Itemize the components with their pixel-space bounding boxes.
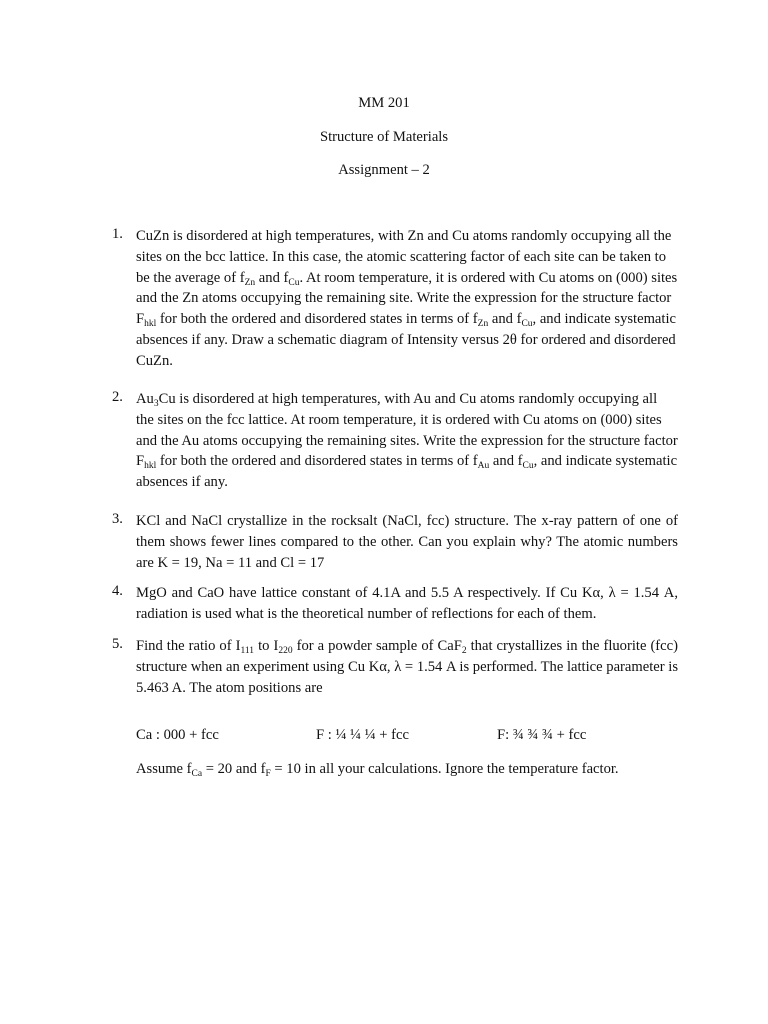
question-text: CuZn is disordered at high temperatures, with Zn and Cu atoms randomly occupying all the sites on the bcc lattice. In this case, the atomic scattering factor of each site can be taken to be the average of $f_{Zn}$ and $f_{Cu}$. At room temperature, it is ordered with Cu atoms on (000) sites and the Zn atoms occupying the remaining site. Write the expression for the structure factor $F_{hkl}$ for both the ordered and disordered states in terms of $f_{Zn}$ and $f_{Cu}$, and indicate systematic absences if any. Draw a schematic diagram of Intensity versus 2θ for ordered and disordered CuZn.: [136, 228, 678, 369]
f-position-1: F : ¼ ¼ ¼ + fcc: [316, 727, 409, 743]
question-text: $Au_3Cu$ is disordered at high temperatures, with Au and Cu atoms randomly occupying all the sites on the fcc lattice. At room temperature, it is ordered with Cu atoms on (000) sites and the Au atoms occupying the remaining sites. Write the expression for the structure factor $F_{hkl}$ for both the ordered and disordered states in terms of $f_{Au}$ and $f_{Cu}$, and indicate systematic absences if any.: [136, 391, 678, 491]
question-number: 3.: [112, 511, 123, 527]
course-title: Structure of Materials: [319, 129, 449, 145]
f-position-2: F: ¾ ¾ ¾ + fcc: [497, 727, 587, 743]
course-code: MM 201: [358, 95, 410, 111]
question-3: [112, 511, 678, 573]
question-text: MgO and CaO have lattice constant of 4.1A and 5.5 A respectively. If Cu Kα, λ = 1.54 A, radiation is used what is the theoretical number of reflections for each of them.: [136, 585, 678, 622]
question-1: [112, 226, 678, 372]
question-number: 4.: [112, 583, 123, 599]
assignment-title: Assignment – 2: [338, 162, 430, 178]
question-text: Find the ratio of $I_{111}$ to $I_{220}$ for a powder sample of CaF$_2$ that crystallizes in the fluorite (fcc) structure when an experiment using Cu Kα, λ = 1.54 A is performed. The lattice parameter is 5.463 A. The atom positions are: [136, 638, 678, 696]
assumption-note: Assume $f_{Ca} = 20$ and $f_F = 10$ in all your calculations. Ignore the temperature factor.: [136, 761, 619, 779]
question-2: [112, 389, 678, 493]
question-number: 2.: [112, 389, 123, 405]
question-text: KCl and NaCl crystallize in the rocksalt (NaCl, fcc) structure. The x-ray pattern of one of them shows fewer lines compared to the other. Can you explain why? The atomic numbers are K = 19, Na = 11 and Cl = 17: [136, 513, 678, 571]
question-4: [112, 583, 678, 625]
question-number: 1.: [112, 226, 123, 242]
question-5: [112, 636, 678, 698]
ca-position: Ca : 000 + fcc: [136, 727, 219, 743]
question-number: 5.: [112, 636, 123, 652]
